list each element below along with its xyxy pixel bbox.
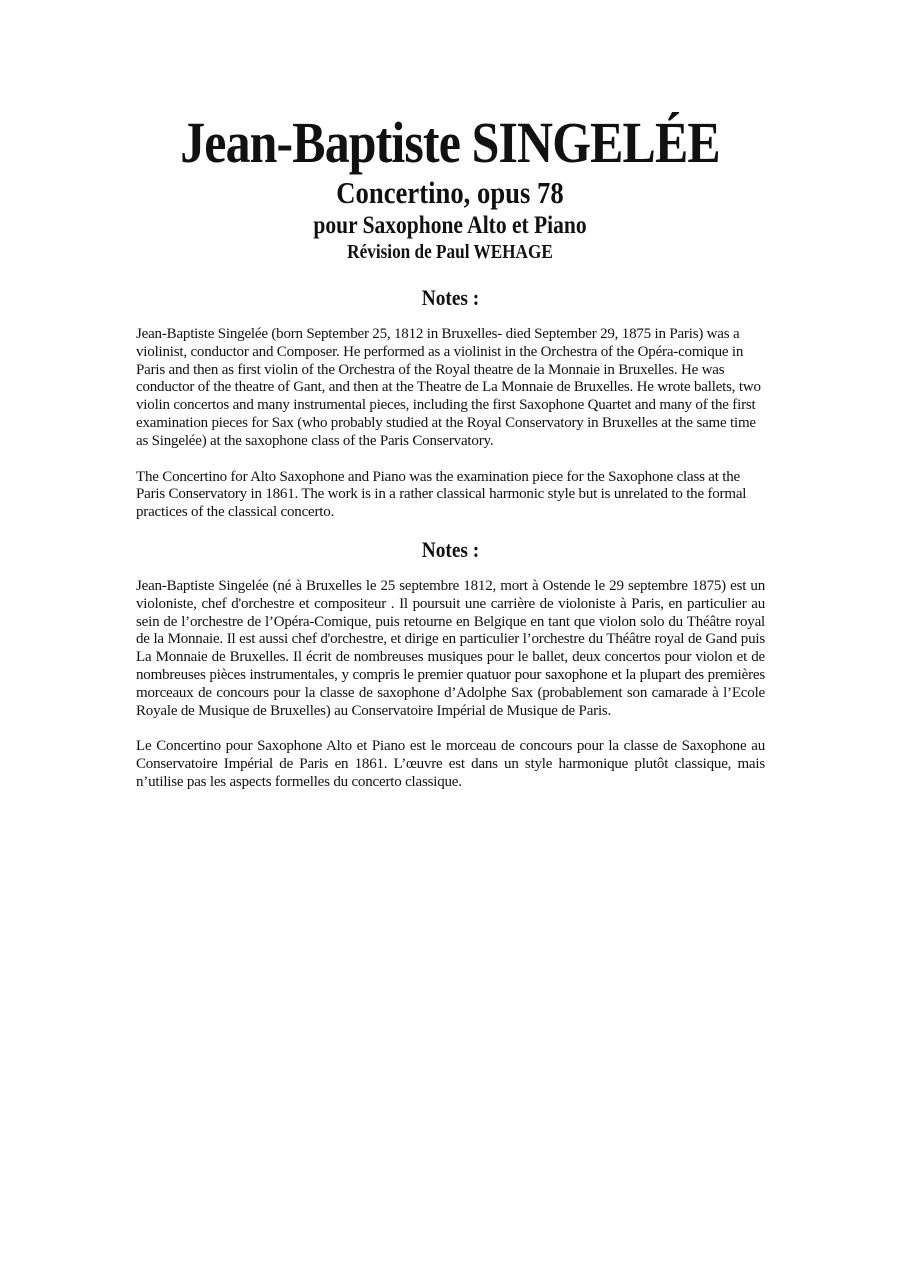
revision-credit: Révision de Paul WEHAGE: [347, 241, 553, 263]
french-paragraph-biography: Jean-Baptiste Singelée (né à Bruxelles le 25 septembre 1812, mort à Ostende le 29 septembre 1875) est un violoniste, chef d'orchestre et compositeur . Il poursuit une carrière de violoniste à Paris, en particulier au sein de l’orchestre de l’Opéra-Comique, puis retourne en Belgique en tant que violon solo du Théâtre royal de la Monnaie. Il est aussi chef d'orchestre, et dirige en particulier l’orchestre du Théâtre royal de Gand puis La Monnaie de Bruxelles. Il écrit de nombreuses musiques pour le ballet, deux concertos pour violon et de nombreuses pièces instrumentales, y compris le premier quatuor pour saxophone et la plupart des premières morceaux de concours pour la classe de saxophone d’Adolphe Sax (probablement son camarade à l’Ecole Royale de Musique de Bruxelles) au Conservatoire Impérial de Musique de Paris.: [136, 578, 765, 719]
french-paragraph-concertino: Le Concertino pour Saxophone Alto et Piano est le morceau de concours pour la classe de Saxophone au Conservatoire Impérial de Paris en 1861. L’œuvre est dans un style harmonique plutôt classique, mais n’utilise pas les aspects formelles du concerto classique.: [136, 738, 765, 790]
notes-section-english: [136, 284, 765, 540]
notes-heading-french: Notes :: [421, 537, 480, 562]
title-block: [0, 112, 900, 264]
notes-heading-english: Notes :: [421, 285, 480, 310]
notes-section-french: [136, 536, 765, 810]
composer-name: Jean-Baptiste SINGELÉE: [180, 110, 720, 175]
english-paragraph-biography: Jean-Baptiste Singelée (born September 25, 1812 in Bruxelles- died September 29, 1875 in Paris) was a violinist, conductor and Composer. He performed as a violinist in the Orchestra of the Opéra-comique in Paris and then as first violin of the Orchestra of the Royal theatre de la Monnaie in Bruxelles. He was conductor of the theatre of Gant, and then at the Theatre de La Monnaie de Bruxelles. He wrote ballets, two violin concertos and many instrumental pieces, including the first Saxophone Quartet and many of the first examination pieces for Sax (who probably studied at the Royal Conservatory in Bruxelles at the same time as Singelée) at the saxophone class of the Paris Conservatory.: [136, 326, 761, 449]
instrumentation-subtitle: pour Saxophone Alto et Piano: [313, 212, 587, 239]
work-title: Concertino, opus 78: [336, 175, 564, 210]
english-paragraph-concertino: The Concertino for Alto Saxophone and Piano was the examination piece for the Saxophone class at the Paris Conservatory in 1861. The work is in a rather classical harmonic style but is unrelated to the formal practices of the classical concerto.: [136, 468, 747, 521]
